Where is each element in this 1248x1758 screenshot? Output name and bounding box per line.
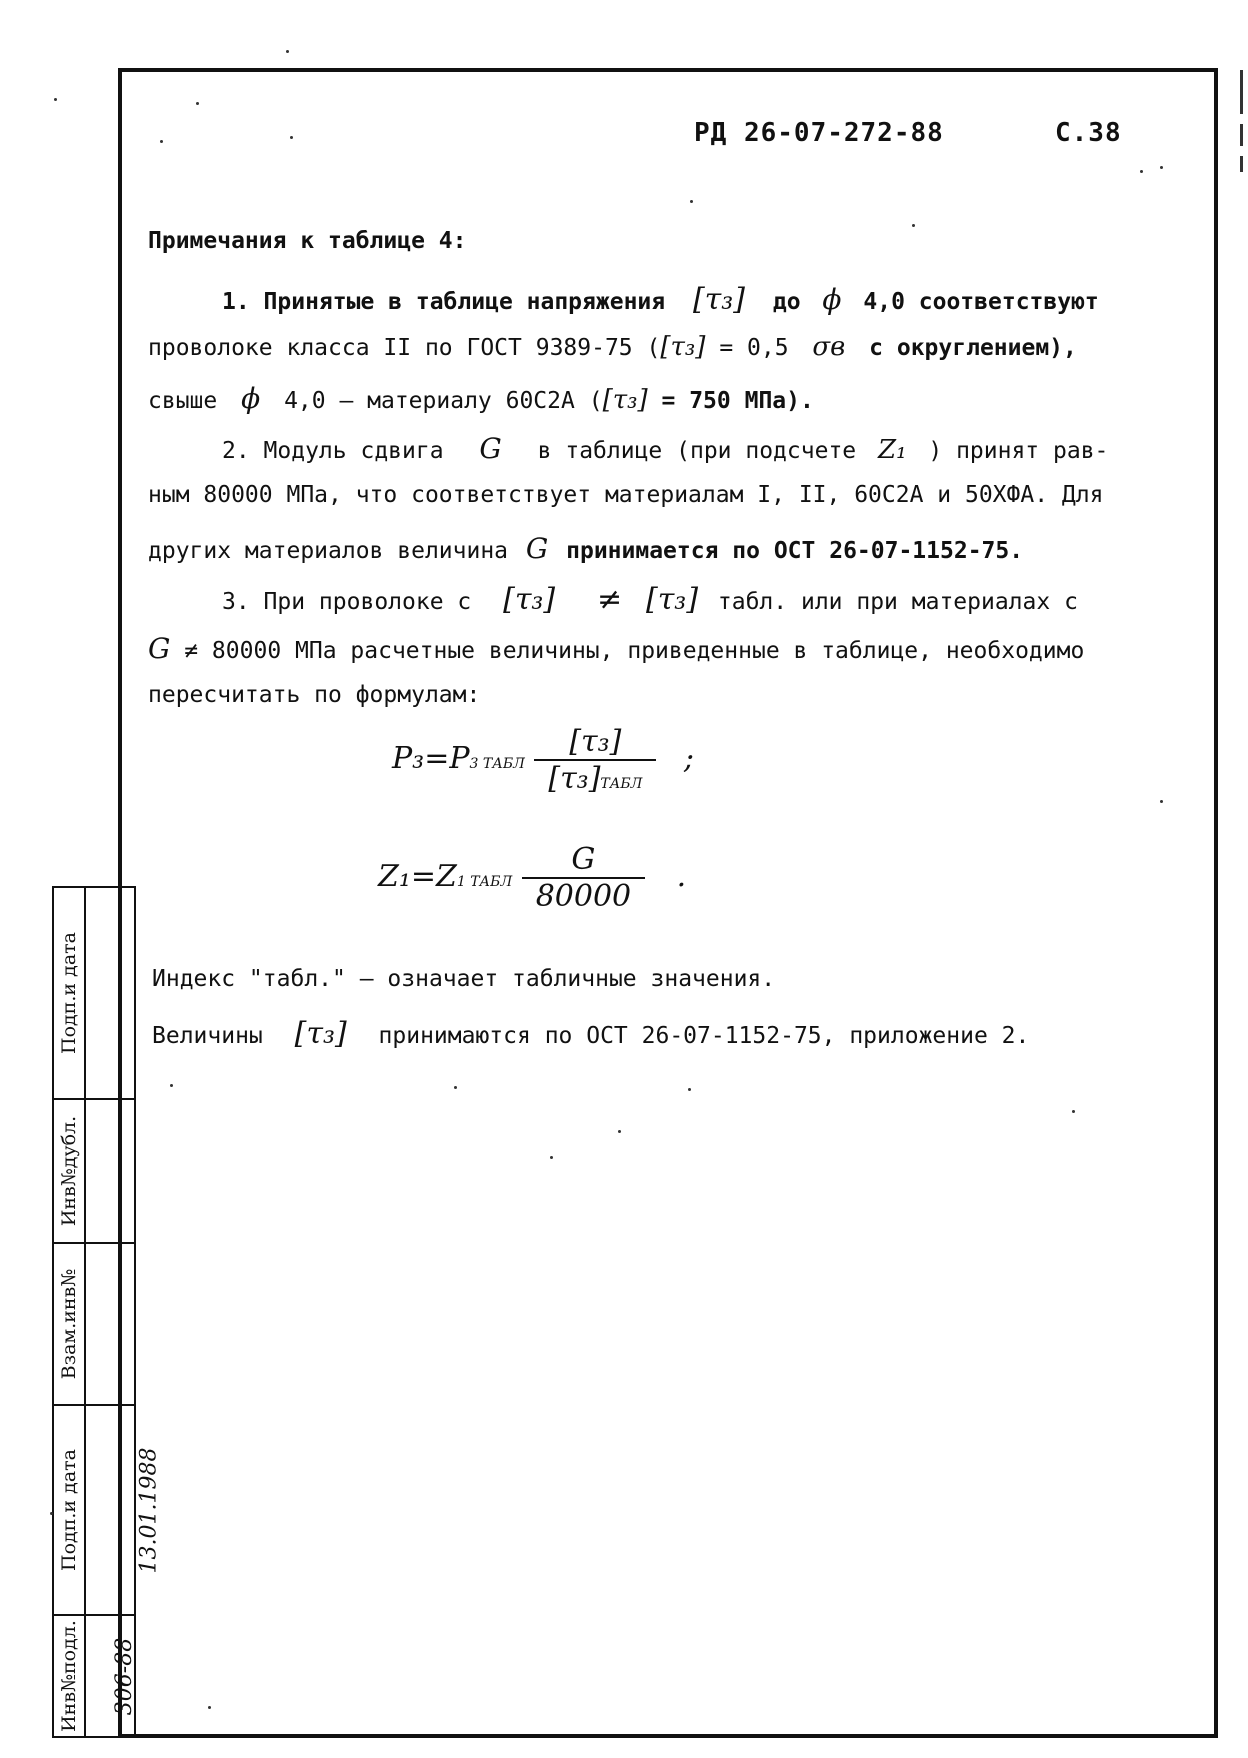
not-equal-symbol: ≠ — [597, 582, 623, 617]
formula-deflection — [378, 842, 686, 914]
scan-speck — [1072, 1110, 1075, 1113]
scan-speck — [196, 102, 199, 105]
formula-load-lhs: P₃=P — [392, 741, 470, 776]
scan-speck — [1140, 170, 1143, 173]
note-3-text-b: табл. или при материалах с — [717, 589, 1078, 615]
stamp-original-number — [52, 1614, 136, 1738]
note-1-text-b: до — [772, 289, 801, 315]
shear-modulus-symbol: G — [525, 532, 549, 565]
sigma-symbol: σв — [812, 332, 846, 362]
diameter-symbol: ϕ — [241, 382, 261, 415]
note-2-line-3-b: принимается по ОСТ 26-07-1152-75. — [566, 538, 1024, 564]
note-1-line-2-b: = 0,5 — [719, 335, 789, 361]
stamp-label-cell — [54, 1616, 86, 1736]
scan-speck — [550, 1156, 553, 1159]
stamp-duplicate-number — [52, 1098, 136, 1242]
values-note — [152, 1016, 1029, 1051]
stamp-value-cell — [86, 1406, 212, 1614]
tau3-symbol: [τ₃] — [692, 282, 745, 317]
stamp-label: Подп.и дата — [58, 932, 81, 1054]
scan-speck — [50, 1512, 53, 1515]
stamp-label: Взам.инв№ — [58, 1268, 81, 1380]
note-1-text-a: 1. Принятые в таблице напряжения — [222, 289, 666, 315]
scan-speck — [170, 1084, 173, 1087]
formula-deflection-numerator: G — [522, 842, 645, 879]
stamp-label: Подп.и дата — [58, 1449, 81, 1571]
shear-modulus-symbol: G — [479, 432, 502, 465]
note-2-line-3 — [148, 532, 1023, 565]
tau3-symbol: [τ₃] — [602, 385, 648, 415]
stamp-label: Инв№подл. — [58, 1620, 81, 1732]
scan-speck — [618, 1130, 621, 1133]
z1-symbol: Z₁ — [878, 435, 907, 465]
notes-title: Примечания к таблице 4: — [148, 228, 467, 254]
scan-speck — [54, 98, 57, 101]
scan-speck — [1160, 166, 1163, 169]
note-3-line-2 — [148, 632, 1084, 665]
scan-speck — [290, 136, 293, 139]
stamp-value: 13.01.1988 — [136, 1447, 162, 1573]
scan-speck — [688, 1088, 691, 1091]
stamp-value: 306-88 — [112, 1637, 138, 1715]
document-code: РД 26-07-272-88 — [694, 118, 944, 148]
scan-speck — [160, 140, 163, 143]
note-1-line-3 — [148, 382, 814, 415]
stamp-signature-date-2 — [52, 1404, 162, 1614]
diameter-symbol: ϕ — [822, 283, 842, 316]
note-1-line-1 — [222, 282, 1099, 317]
stamp-value-cell — [86, 1616, 163, 1736]
formula-load — [392, 724, 694, 796]
values-note-b: принимаются по ОСТ 26-07-1152-75, приложение 2. — [378, 1023, 1030, 1049]
scan-edge-mark — [1240, 124, 1243, 146]
stamp-value-cell — [86, 1244, 134, 1404]
note-1-line-3-c: = 750 МПа). — [661, 388, 814, 414]
note-2-text-a: 2. Модуль сдвига — [222, 438, 444, 464]
stamp-label-cell — [54, 888, 86, 1098]
note-2-line-3-a: других материалов величина — [148, 538, 509, 564]
stamp-replacement-number — [52, 1242, 136, 1404]
values-note-a: Величины — [152, 1023, 263, 1049]
formula-load-tail: ; — [683, 741, 694, 776]
formula-deflection-lhs: Z₁=Z — [378, 859, 457, 894]
note-2-text-b: в таблице (при подсчете — [537, 438, 857, 464]
stamp-label: Инв№дубл. — [58, 1115, 80, 1227]
note-1-line-2-a: проволоке класса II по ГОСТ 9389-75 ( — [148, 335, 661, 361]
scan-speck — [208, 1706, 211, 1709]
note-2-line-2: ным 80000 МПа, что соответствует материалам I, II, 60С2А и 50ХФА. Для — [148, 482, 1104, 508]
stamp-value-cell — [86, 1100, 134, 1242]
formula-deflection-denominator: 80000 — [535, 879, 632, 914]
index-note: Индекс "табл." – означает табличные значения. — [152, 966, 776, 992]
note-1-line-2-c: с округлением), — [869, 335, 1077, 361]
formula-load-denominator-main: [τ₃] — [548, 761, 601, 796]
note-3-line-3: пересчитать по формулам: — [148, 682, 481, 708]
stamp-label-cell — [54, 1100, 86, 1242]
tau3-symbol: [τ₃] — [660, 332, 706, 362]
note-2-line-1 — [222, 432, 1108, 465]
stamp-label-cell — [54, 1406, 86, 1614]
page-number: С.38 — [1055, 118, 1122, 148]
formula-load-lhs-subscript: 3 ТАБЛ — [469, 756, 525, 772]
note-1-text-c: 4,0 соответствуют — [863, 289, 1099, 315]
note-1-line-3-a: свыше — [148, 388, 218, 414]
note-3-text-a: 3. При проволоке с — [222, 589, 472, 615]
stamp-label-cell — [54, 1244, 86, 1404]
scan-speck — [454, 1086, 457, 1089]
tau3-symbol: [τ₃] — [503, 582, 556, 617]
scan-edge-mark — [1240, 70, 1243, 114]
formula-load-denominator — [534, 761, 656, 796]
scan-speck — [690, 200, 693, 203]
tau3-symbol: [τ₃] — [294, 1016, 347, 1051]
formula-deflection-tail: . — [676, 859, 687, 894]
formula-deflection-fraction — [522, 842, 645, 914]
note-3-line-2-a: ≠ 80000 МПа расчетные величины, приведенные в таблице, необходимо — [184, 638, 1085, 664]
formula-load-numerator: [τ₃] — [534, 724, 656, 761]
stamp-value-cell — [86, 888, 134, 1098]
formula-load-denominator-subscript: ТАБЛ — [600, 776, 643, 792]
scan-speck — [286, 50, 289, 53]
scan-speck — [1160, 800, 1163, 803]
scan-edge-mark — [1240, 156, 1243, 172]
note-1-line-3-b: 4,0 – материалу 60С2А ( — [284, 388, 603, 414]
note-3-line-1 — [222, 582, 1078, 617]
tau3-symbol: [τ₃] — [646, 582, 699, 617]
note-2-text-c: ) принят рав- — [928, 438, 1109, 464]
formula-deflection-lhs-subscript: 1 ТАБЛ — [456, 874, 513, 890]
scan-speck — [912, 224, 915, 227]
shear-modulus-symbol: G — [148, 632, 171, 665]
stamp-signature-date-1 — [52, 886, 136, 1098]
formula-load-fraction — [534, 724, 656, 796]
note-1-line-2 — [148, 332, 1077, 362]
